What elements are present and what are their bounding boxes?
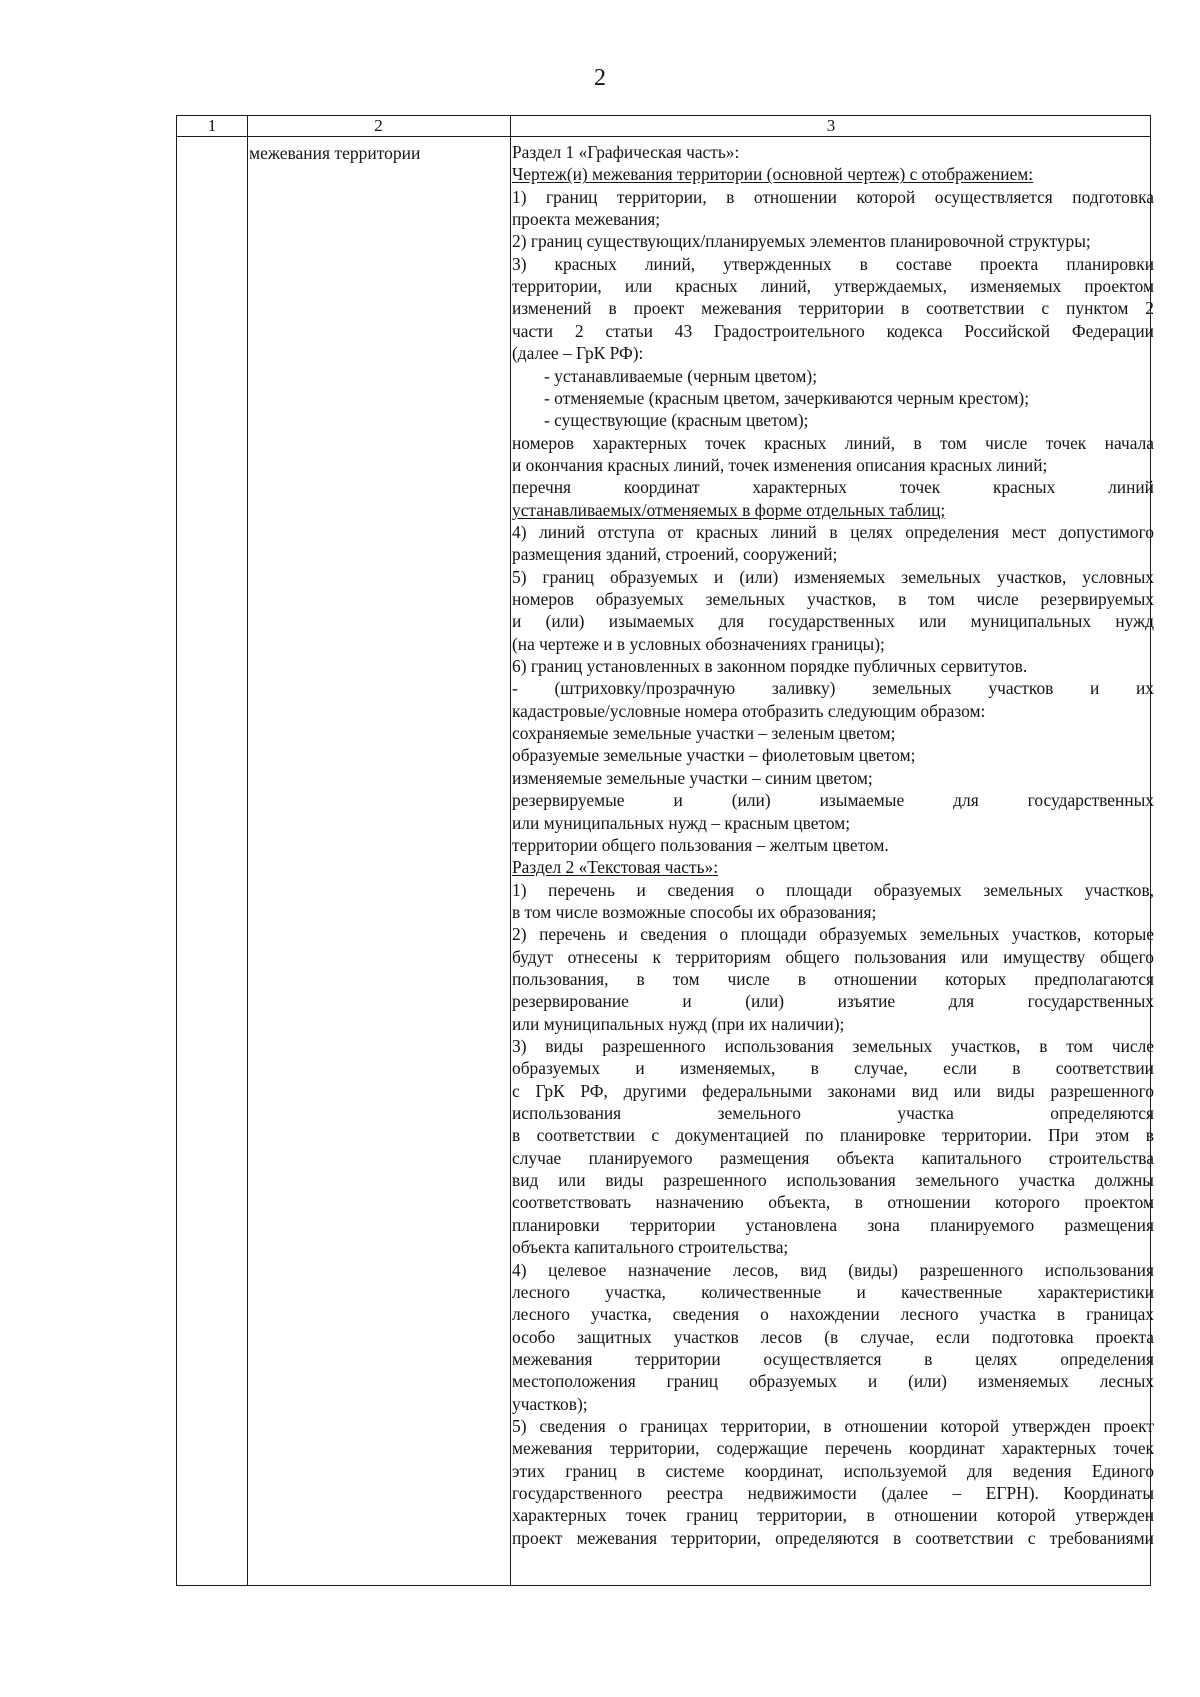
column-header-2: 2: [374, 116, 383, 135]
column-header-3: 3: [826, 116, 836, 135]
text-line: территории, или красных линий, утверждаемых, изменяемых проектом: [512, 276, 1154, 297]
text-line: случае планируемого размещения объекта капитального строительства: [512, 1147, 1154, 1168]
text-line: 2) границ существующих/планируемых элементов планировочной структуры;: [512, 231, 1091, 252]
text-line: использования земельного участка определяются: [512, 1103, 1154, 1124]
column-2-text: межевания территории: [249, 143, 421, 163]
text-line: образуемых и изменяемых, в случае, если в соответствии: [512, 1058, 1154, 1079]
text-line: 4) целевое назначение лесов, вид (виды) разрешенного использования: [512, 1259, 1154, 1280]
text-line: межевания территории осуществляется в целях определения: [512, 1348, 1154, 1369]
text-line: межевания территории, содержащие перечень координат характерных точек: [512, 1438, 1154, 1459]
requirements-table: [176, 115, 1154, 1586]
text-line: характерных точек границ территории, в отношении которой утвержден: [512, 1505, 1154, 1526]
text-line: - (штриховку/прозрачную заливку) земельных участков и их: [512, 678, 1154, 699]
text-line: номеров образуемых земельных участков, в том числе резервируемых: [512, 589, 1154, 609]
text-line: устанавливаемых/отменяемых в форме отдельных таблиц;: [512, 499, 946, 520]
text-line: кадастровые/условные номера отобразить следующим образом:: [512, 700, 986, 721]
column-header-1: 1: [207, 116, 217, 135]
column-divider-2: [510, 116, 511, 1585]
text-line: проекта межевания;: [512, 209, 661, 230]
text-line: и окончания красных линий, точек изменения описания красных линий;: [512, 454, 1048, 475]
text-line: 3) красных линий, утвержденных в составе проекта планировки: [512, 253, 1154, 274]
text-line: в том числе возможные способы их образования;: [512, 901, 877, 922]
text-line: размещения зданий, строений, сооружений;: [512, 544, 838, 565]
text-line: (на чертеже и в условных обозначениях границы);: [512, 633, 885, 654]
text-line: 1) границ территории, в отношении которой осуществляется подготовка: [512, 186, 1154, 207]
text-line: номеров характерных точек красных линий, в том числе точек начала: [512, 432, 1154, 453]
text-line: резервирование и (или) изъятие для государственных: [512, 991, 1154, 1012]
text-line: пользования, в том числе в отношении которых предполагаются: [512, 968, 1154, 989]
text-line: - устанавливаемые (черным цветом);: [544, 365, 818, 386]
text-line: или муниципальных нужд (при их наличии);: [512, 1013, 845, 1034]
text-line: 5) границ образуемых и (или) изменяемых земельных участков, условных: [512, 566, 1154, 587]
text-line: 3) виды разрешенного использования земельных участков, в том числе: [512, 1036, 1154, 1056]
text-line: Раздел 1 «Графическая часть»:: [512, 142, 740, 162]
text-line: 5) сведения о границах территории, в отношении которой утвержден проект: [512, 1415, 1154, 1436]
text-line: или муниципальных нужд – красным цветом;: [512, 812, 851, 833]
text-line: сохраняемые земельные участки – зеленым цветом;: [512, 723, 896, 744]
page-number: 2: [594, 65, 606, 91]
text-line: с ГрК РФ, другими федеральными законами вид или виды разрешенного: [512, 1080, 1154, 1101]
text-line: (далее – ГрК РФ):: [512, 343, 644, 364]
text-line: изменяемые земельные участки – синим цветом;: [512, 767, 873, 788]
text-line: - отменяемые (красным цветом, зачеркиваются черным крестом);: [544, 387, 1030, 408]
text-line: изменений в проект межевания территории в соответствии с пунктом 2: [512, 298, 1154, 319]
text-line: части 2 статьи 43 Градостроительного кодекса Российской Федерации: [512, 320, 1154, 341]
text-line: планировки территории установлена зона планируемого размещения: [512, 1214, 1154, 1235]
text-line: местоположения границ образуемых и (или) изменяемых лесных: [512, 1371, 1154, 1392]
column-divider-1: [247, 116, 248, 1585]
text-line: участков);: [512, 1393, 588, 1414]
text-line: в соответствии с документацией по планировке территории. При этом в: [512, 1125, 1154, 1146]
text-line: и (или) изымаемых для государственных или муниципальных нужд: [512, 611, 1154, 632]
text-line: этих границ в системе координат, используемой для ведения Единого: [512, 1460, 1154, 1481]
text-line: образуемые земельные участки – фиолетовым цветом;: [512, 745, 916, 766]
text-line: проект межевания территории, определяются в соответствии с требованиями: [512, 1527, 1154, 1548]
text-line: 2) перечень и сведения о площади образуемых земельных участков, которые: [512, 924, 1154, 945]
column-3-content: [512, 116, 1154, 1585]
text-line: 6) границ установленных в законном порядке публичных сервитутов.: [512, 656, 1028, 677]
text-line: 1) перечень и сведения о площади образуемых земельных участков,: [512, 879, 1154, 900]
text-line: 4) линий отступа от красных линий в целях определения мест допустимого: [512, 521, 1154, 542]
text-line: Чертеж(и) межевания территории (основной чертеж) с отображением:: [512, 164, 1034, 185]
text-line: Раздел 2 «Текстовая часть»:: [512, 857, 719, 878]
text-line: особо защитных участков лесов (в случае, если подготовка проекта: [512, 1326, 1154, 1347]
text-line: будут отнесены к территориям общего пользования или имуществу общего: [512, 946, 1154, 967]
text-line: государственного реестра недвижимости (далее – ЕГРН). Координаты: [512, 1483, 1154, 1503]
text-line: перечня координат характерных точек красных линий: [512, 477, 1154, 498]
text-line: вид или виды разрешенного использования земельного участка должны: [512, 1170, 1154, 1191]
text-line: резервируемые и (или) изымаемые для государственных: [512, 790, 1154, 811]
text-line: соответствовать назначению объекта, в отношении которого проектом: [512, 1192, 1154, 1213]
text-line: территории общего пользования – желтым цветом.: [512, 834, 889, 855]
text-line: - существующие (красным цветом);: [544, 410, 809, 431]
text-line: объекта капитального строительства;: [512, 1237, 789, 1258]
text-line: лесного участка, сведения о нахождении лесного участка в границах: [512, 1304, 1154, 1325]
text-line: лесного участка, количественные и качественные характеристики: [512, 1281, 1154, 1302]
